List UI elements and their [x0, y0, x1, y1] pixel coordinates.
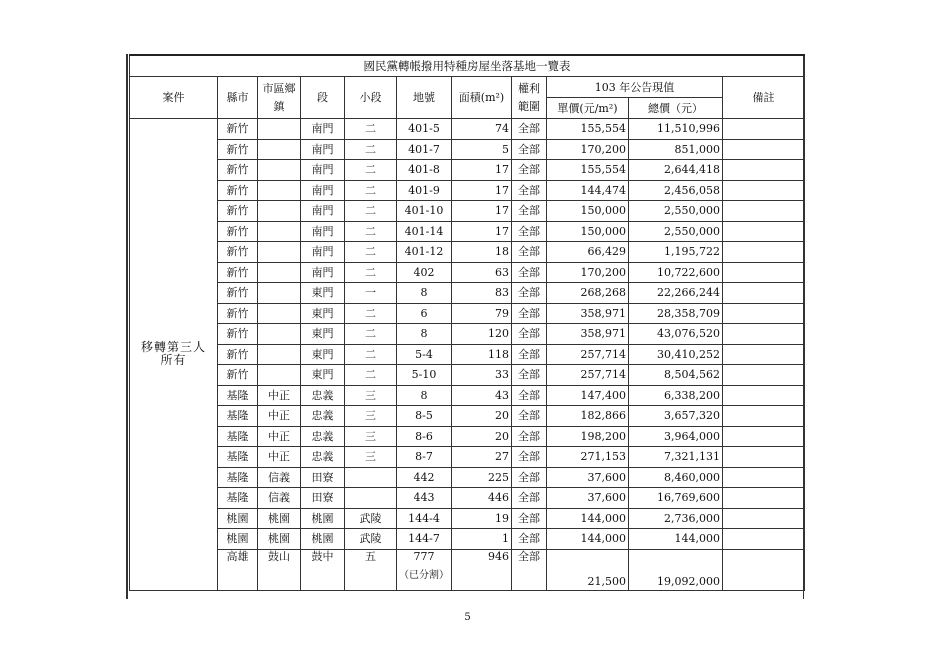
table-row — [130, 324, 805, 345]
cell-area: 43 — [452, 385, 512, 406]
cell-area: 446 — [452, 488, 512, 509]
cell-note — [723, 406, 805, 427]
cell-total: 2,550,000 — [629, 201, 723, 222]
table-row — [130, 508, 805, 529]
cell-lot: 442 — [397, 467, 452, 488]
cell-total: 144,000 — [629, 529, 723, 550]
cell-rights: 全部 — [512, 119, 547, 140]
cell-total: 16,769,600 — [629, 488, 723, 509]
cell-subsection: 二 — [345, 119, 397, 140]
cell-note — [723, 467, 805, 488]
cell-subsection — [345, 488, 397, 509]
cell-county: 新竹 — [218, 139, 258, 160]
case-cell — [130, 119, 218, 591]
cell-district: 中正 — [258, 406, 301, 427]
cell-unit: 257,714 — [547, 365, 629, 386]
cell-unit: 358,971 — [547, 324, 629, 345]
cell-county: 新竹 — [218, 119, 258, 140]
cell-county: 新竹 — [218, 201, 258, 222]
cell-subsection: 二 — [345, 201, 397, 222]
cell-county: 新竹 — [218, 262, 258, 283]
cell-county: 新竹 — [218, 283, 258, 304]
table-row — [130, 529, 805, 550]
cell-note — [723, 160, 805, 181]
cell-subsection: 五 — [345, 549, 397, 590]
cell-subsection: 二 — [345, 180, 397, 201]
cell-lot: 401-5 — [397, 119, 452, 140]
cell-area: 79 — [452, 303, 512, 324]
cell-area: 118 — [452, 344, 512, 365]
cell-total: 22,266,244 — [629, 283, 723, 304]
cell-district: 中正 — [258, 447, 301, 468]
cell-section: 忠義 — [301, 385, 345, 406]
cell-district — [258, 262, 301, 283]
cell-note — [723, 119, 805, 140]
table-row — [130, 139, 805, 160]
cell-lot: 144-4 — [397, 508, 452, 529]
cell-district: 桃園 — [258, 529, 301, 550]
cell-subsection: 三 — [345, 426, 397, 447]
cell-section: 田寮 — [301, 467, 345, 488]
cell-unit: 21,500 — [547, 549, 629, 590]
cell-county: 新竹 — [218, 303, 258, 324]
cell-rights: 全部 — [512, 221, 547, 242]
cell-area: 225 — [452, 467, 512, 488]
header-unit-price: 單價(元/m²) — [547, 98, 629, 119]
cell-subsection: 二 — [345, 262, 397, 283]
cell-district — [258, 201, 301, 222]
cell-area: 946 — [452, 549, 512, 590]
cell-section: 南門 — [301, 139, 345, 160]
cell-rights: 全部 — [512, 344, 547, 365]
table-row — [130, 549, 805, 590]
table-body — [130, 119, 805, 591]
cell-note — [723, 180, 805, 201]
cell-area: 63 — [452, 262, 512, 283]
cell-rights: 全部 — [512, 447, 547, 468]
cell-total: 11,510,996 — [629, 119, 723, 140]
cell-unit: 37,600 — [547, 467, 629, 488]
header-county: 縣市 — [218, 77, 258, 119]
cell-county: 基隆 — [218, 447, 258, 468]
cell-note — [723, 242, 805, 263]
cell-rights: 全部 — [512, 303, 547, 324]
cell-section: 南門 — [301, 201, 345, 222]
table-left-border — [126, 54, 128, 599]
cell-area: 17 — [452, 160, 512, 181]
cell-unit: 155,554 — [547, 119, 629, 140]
cell-section: 南門 — [301, 221, 345, 242]
cell-section: 鼓中 — [301, 549, 345, 590]
cell-district — [258, 303, 301, 324]
cell-section: 南門 — [301, 119, 345, 140]
cell-total: 1,195,722 — [629, 242, 723, 263]
land-list-table — [129, 54, 805, 591]
cell-subsection: 二 — [345, 221, 397, 242]
cell-rights: 全部 — [512, 426, 547, 447]
cell-section: 忠義 — [301, 406, 345, 427]
cell-county: 新竹 — [218, 365, 258, 386]
cell-total: 3,657,320 — [629, 406, 723, 427]
cell-area: 5 — [452, 139, 512, 160]
cell-lot: 401-8 — [397, 160, 452, 181]
cell-rights: 全部 — [512, 508, 547, 529]
cell-rights: 全部 — [512, 467, 547, 488]
cell-county: 新竹 — [218, 160, 258, 181]
header-district: 市區鄉鎮 — [258, 77, 301, 119]
cell-district: 鼓山 — [258, 549, 301, 590]
cell-unit: 144,000 — [547, 508, 629, 529]
cell-note — [723, 447, 805, 468]
cell-unit: 147,400 — [547, 385, 629, 406]
cell-county: 新竹 — [218, 221, 258, 242]
cell-lot: 8 — [397, 283, 452, 304]
cell-subsection: 二 — [345, 324, 397, 345]
cell-area: 17 — [452, 180, 512, 201]
cell-note — [723, 283, 805, 304]
cell-rights: 全部 — [512, 283, 547, 304]
cell-note — [723, 139, 805, 160]
cell-district: 桃園 — [258, 508, 301, 529]
table-row — [130, 406, 805, 427]
cell-lot: 402 — [397, 262, 452, 283]
header-rights: 權利範圍 — [512, 77, 547, 119]
cell-rights: 全部 — [512, 324, 547, 345]
cell-area: 33 — [452, 365, 512, 386]
table-row — [130, 201, 805, 222]
cell-rights: 全部 — [512, 180, 547, 201]
cell-area: 27 — [452, 447, 512, 468]
cell-note — [723, 324, 805, 345]
header-value-group: 103 年公告現值 — [547, 77, 723, 98]
cell-note — [723, 549, 805, 590]
table-row — [130, 467, 805, 488]
header-section: 段 — [301, 77, 345, 119]
cell-lot: 8 — [397, 324, 452, 345]
cell-total: 30,410,252 — [629, 344, 723, 365]
header-lot: 地號 — [397, 77, 452, 119]
cell-note — [723, 508, 805, 529]
cell-section: 南門 — [301, 180, 345, 201]
cell-lot: 443 — [397, 488, 452, 509]
cell-subsection: 武陵 — [345, 529, 397, 550]
cell-subsection: 三 — [345, 406, 397, 427]
cell-district — [258, 160, 301, 181]
cell-county: 基隆 — [218, 406, 258, 427]
cell-section: 南門 — [301, 262, 345, 283]
cell-note — [723, 426, 805, 447]
cell-unit: 144,474 — [547, 180, 629, 201]
header-subsection: 小段 — [345, 77, 397, 119]
table-row — [130, 262, 805, 283]
cell-section: 東門 — [301, 283, 345, 304]
cell-lot: 8-5 — [397, 406, 452, 427]
cell-section: 桃園 — [301, 508, 345, 529]
cell-total: 7,321,131 — [629, 447, 723, 468]
cell-unit: 150,000 — [547, 221, 629, 242]
cell-total: 2,644,418 — [629, 160, 723, 181]
cell-rights: 全部 — [512, 529, 547, 550]
cell-unit: 268,268 — [547, 283, 629, 304]
lot-value: 777 — [413, 549, 435, 563]
cell-rights: 全部 — [512, 242, 547, 263]
cell-section: 忠義 — [301, 426, 345, 447]
cell-area: 120 — [452, 324, 512, 345]
cell-area: 20 — [452, 426, 512, 447]
cell-district — [258, 344, 301, 365]
cell-total: 6,338,200 — [629, 385, 723, 406]
header-total-price: 總價（元） — [629, 98, 723, 119]
cell-subsection: 二 — [345, 160, 397, 181]
cell-total: 43,076,520 — [629, 324, 723, 345]
case-label-2: 所有 — [160, 353, 187, 368]
cell-district — [258, 180, 301, 201]
cell-subsection: 二 — [345, 242, 397, 263]
cell-total: 2,736,000 — [629, 508, 723, 529]
cell-section: 田寮 — [301, 488, 345, 509]
cell-lot: 401-10 — [397, 201, 452, 222]
cell-note — [723, 201, 805, 222]
cell-subsection: 二 — [345, 344, 397, 365]
cell-unit: 66,429 — [547, 242, 629, 263]
cell-district — [258, 365, 301, 386]
cell-district: 中正 — [258, 426, 301, 447]
cell-section: 東門 — [301, 324, 345, 345]
cell-lot: 8 — [397, 385, 452, 406]
cell-county: 新竹 — [218, 242, 258, 263]
cell-total: 10,722,600 — [629, 262, 723, 283]
cell-subsection: 一 — [345, 283, 397, 304]
table-row — [130, 488, 805, 509]
cell-unit: 37,600 — [547, 488, 629, 509]
cell-unit: 155,554 — [547, 160, 629, 181]
cell-unit: 170,200 — [547, 262, 629, 283]
cell-total: 3,964,000 — [629, 426, 723, 447]
table-row — [130, 447, 805, 468]
cell-rights: 全部 — [512, 365, 547, 386]
cell-lot: 401-7 — [397, 139, 452, 160]
cell-lot: 5-10 — [397, 365, 452, 386]
cell-total: 2,456,058 — [629, 180, 723, 201]
cell-subsection: 三 — [345, 447, 397, 468]
cell-note — [723, 365, 805, 386]
cell-district — [258, 324, 301, 345]
cell-note — [723, 385, 805, 406]
cell-section: 東門 — [301, 344, 345, 365]
cell-unit: 257,714 — [547, 344, 629, 365]
cell-lot: 401-9 — [397, 180, 452, 201]
cell-county: 新竹 — [218, 180, 258, 201]
cell-total: 28,358,709 — [629, 303, 723, 324]
cell-district: 信義 — [258, 488, 301, 509]
cell-district — [258, 283, 301, 304]
cell-rights: 全部 — [512, 139, 547, 160]
table-row — [130, 344, 805, 365]
cell-district: 中正 — [258, 385, 301, 406]
cell-note — [723, 303, 805, 324]
table-row — [130, 426, 805, 447]
table-row — [130, 160, 805, 181]
cell-area: 1 — [452, 529, 512, 550]
table-title: 國民黨轉帳撥用特種房屋坐落基地一覽表 — [130, 55, 805, 77]
cell-area: 20 — [452, 406, 512, 427]
cell-lot: 6 — [397, 303, 452, 324]
table-row — [130, 180, 805, 201]
cell-lot: 5-4 — [397, 344, 452, 365]
table-row — [130, 242, 805, 263]
cell-note — [723, 344, 805, 365]
cell-district — [258, 139, 301, 160]
cell-unit: 170,200 — [547, 139, 629, 160]
cell-area: 17 — [452, 221, 512, 242]
cell-section: 南門 — [301, 242, 345, 263]
cell-county: 基隆 — [218, 426, 258, 447]
cell-county: 新竹 — [218, 324, 258, 345]
cell-lot — [397, 549, 452, 590]
case-label-1: 移轉第三人 — [140, 340, 206, 355]
cell-unit: 271,153 — [547, 447, 629, 468]
header-area: 面積(m²) — [452, 77, 512, 119]
cell-rights: 全部 — [512, 549, 547, 590]
cell-rights: 全部 — [512, 406, 547, 427]
cell-total: 8,460,000 — [629, 467, 723, 488]
table-row — [130, 119, 805, 140]
cell-section: 南門 — [301, 160, 345, 181]
cell-rights: 全部 — [512, 262, 547, 283]
cell-area: 19 — [452, 508, 512, 529]
cell-total: 2,550,000 — [629, 221, 723, 242]
cell-subsection — [345, 467, 397, 488]
cell-lot: 401-14 — [397, 221, 452, 242]
cell-area: 17 — [452, 201, 512, 222]
cell-county: 新竹 — [218, 344, 258, 365]
cell-district — [258, 221, 301, 242]
cell-note — [723, 221, 805, 242]
cell-note — [723, 488, 805, 509]
cell-lot: 8-6 — [397, 426, 452, 447]
cell-district — [258, 242, 301, 263]
cell-subsection: 三 — [345, 385, 397, 406]
table-row — [130, 303, 805, 324]
cell-lot: 144-7 — [397, 529, 452, 550]
cell-section: 東門 — [301, 365, 345, 386]
cell-total: 851,000 — [629, 139, 723, 160]
cell-rights: 全部 — [512, 385, 547, 406]
cell-total: 19,092,000 — [629, 549, 723, 590]
cell-rights: 全部 — [512, 160, 547, 181]
cell-county: 桃園 — [218, 508, 258, 529]
table-row — [130, 221, 805, 242]
cell-subsection: 二 — [345, 303, 397, 324]
page-number: 5 — [464, 612, 471, 623]
cell-rights: 全部 — [512, 488, 547, 509]
table-row — [130, 365, 805, 386]
header-case: 案件 — [130, 77, 218, 119]
cell-county: 基隆 — [218, 467, 258, 488]
header-note: 備註 — [723, 77, 805, 119]
cell-county: 高雄 — [218, 549, 258, 590]
cell-section: 忠義 — [301, 447, 345, 468]
cell-area: 83 — [452, 283, 512, 304]
cell-unit: 150,000 — [547, 201, 629, 222]
cell-county: 桃園 — [218, 529, 258, 550]
cell-district: 信義 — [258, 467, 301, 488]
cell-total: 8,504,562 — [629, 365, 723, 386]
cell-section: 東門 — [301, 303, 345, 324]
cell-note — [723, 262, 805, 283]
cell-subsection: 二 — [345, 365, 397, 386]
cell-subsection: 武陵 — [345, 508, 397, 529]
table-row — [130, 385, 805, 406]
cell-area: 74 — [452, 119, 512, 140]
cell-district — [258, 119, 301, 140]
lot-note: （已分割） — [399, 569, 449, 581]
cell-county: 基隆 — [218, 488, 258, 509]
cell-lot: 401-12 — [397, 242, 452, 263]
cell-lot: 8-7 — [397, 447, 452, 468]
cell-area: 18 — [452, 242, 512, 263]
cell-unit: 358,971 — [547, 303, 629, 324]
cell-rights: 全部 — [512, 201, 547, 222]
cell-unit: 182,866 — [547, 406, 629, 427]
cell-note — [723, 529, 805, 550]
cell-county: 基隆 — [218, 385, 258, 406]
table-row — [130, 283, 805, 304]
cell-subsection: 二 — [345, 139, 397, 160]
cell-unit: 144,000 — [547, 529, 629, 550]
cell-unit: 198,200 — [547, 426, 629, 447]
cell-section: 桃園 — [301, 529, 345, 550]
